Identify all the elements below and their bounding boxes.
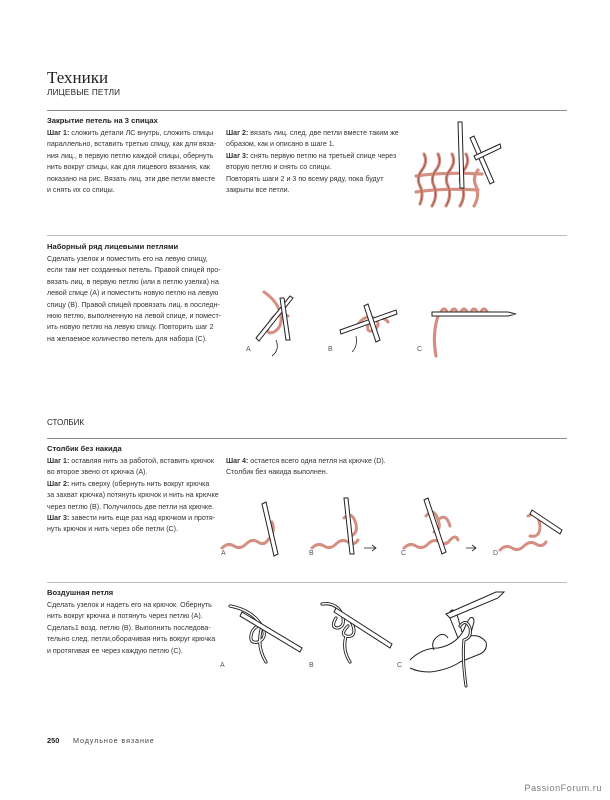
page-number: 250 — [47, 736, 60, 745]
s3-line: Шаг 3: завести нить еще раз над крючком и протя- — [47, 514, 216, 523]
s1-line: параллельно, вставить третью спицу, как для вяза- — [47, 140, 217, 149]
s3-line: во второе звено от крючка (А). — [47, 468, 148, 477]
s1-line: Шаг 3: снять первую петлю на третьей спице через — [226, 151, 397, 160]
cast-on-illustration-c — [428, 300, 520, 360]
s1-line: вторую петлю и снять со спицы. — [226, 163, 332, 172]
s2-line: Сделать узелок и поместить его на левую спицу, — [47, 255, 208, 263]
s2-line: левой спице (А) и поместить новую петлю на левую — [47, 289, 219, 298]
s1-line: и снять их со спицы. — [47, 186, 115, 195]
s1-line: нить вокруг спицы, как для лицевого вязания, как — [47, 163, 211, 172]
s3-step2-label: Шаг 2: — [47, 479, 70, 488]
s2-line: ить новую петлю на левую спицу. Повторить шаг 2 — [47, 323, 214, 332]
s1-line: Повторять шаги 2 и 3 по всему ряду, пока будут — [226, 174, 384, 183]
s1-col-right — [226, 128, 406, 196]
s1-line: образом, как и описано в шаге 1. — [226, 140, 335, 149]
s1-line: показано на рис. Вязать лиц. эти две петли вместе — [47, 174, 216, 183]
s3-line: за захват крючка) потянуть крючок и нить на крючке — [47, 491, 219, 500]
section-title-stolbik: СТОЛБИК — [47, 418, 85, 427]
single-crochet-illustration-b — [308, 494, 388, 558]
chain-stitch-illustration-c — [400, 588, 512, 692]
s1-step3-label: Шаг 3: — [226, 151, 249, 160]
book-title: Модульное вязание — [73, 736, 155, 745]
s3-col-right — [226, 456, 406, 479]
s3-step4-label: Шаг 4: — [226, 457, 249, 465]
s1-col-left — [47, 128, 227, 196]
s3-label-a: A — [221, 550, 226, 557]
s3-line: нуть крючок и нить через обе петли (С). — [47, 525, 179, 534]
s4-label-a: A — [220, 662, 225, 669]
s1-line: Шаг 1: сложить детали ЛС внутрь, сложить спицы — [47, 129, 214, 137]
s2-line: нюю петлю, выполненную на левой спице, и помест- — [47, 312, 222, 321]
single-crochet-illustration-a — [218, 498, 298, 558]
s3-line: через петлю (В). Получилось две петли на крючке. — [47, 502, 214, 511]
s4-line: нить вокруг крючка и потянуть через петлю (А). — [47, 612, 203, 621]
s2-line: вязать лиц. в первую петлю (или в петлю узелка) на — [47, 277, 219, 286]
s3-line: Шаг 4: остается всего одна петля на крючке (D). — [226, 457, 386, 465]
s3-line: Шаг 2: нить сверху (обернуть нить вокруг крючка — [47, 479, 210, 488]
cast-on-illustration-a — [250, 278, 310, 358]
cast-on-illustration-b — [336, 296, 406, 356]
s2-text — [47, 254, 232, 345]
s1-heading: Закрытие петель на 3 спицах — [47, 116, 158, 125]
s2-line: на желаемое количество петель для набора (С). — [47, 334, 208, 343]
s2-label-c: C — [417, 346, 423, 353]
chain-stitch-illustration-a — [222, 596, 308, 666]
s2-label-b: B — [328, 346, 333, 353]
s1-line: ния лиц., в первую петлю каждой спицы, обернуть — [47, 151, 214, 160]
s3-label-b: B — [309, 550, 314, 557]
page-title: Техники — [47, 68, 109, 87]
s4-line: тельно след. петли,оборачивая нить вокруг крючка — [47, 635, 216, 644]
single-crochet-illustration-d — [492, 496, 570, 558]
section-rule — [47, 438, 567, 439]
s2-heading: Наборный ряд лицевыми петлями — [47, 242, 179, 251]
s2-line: спицу (В). Правой спицей провязать лиц. в последн- — [47, 300, 220, 309]
s3-step1-label: Шаг 1: — [47, 457, 70, 465]
s4-line: и протягивая ее через каждую петлю (С). — [47, 646, 183, 655]
s4-line: Сделать1 возд. петлю (В). Выполнить последова- — [47, 623, 211, 632]
s3-col-left — [47, 456, 232, 536]
s1-step2-label: Шаг 2: — [226, 129, 249, 137]
s3-line: Столбик без накида выполнен. — [226, 468, 328, 477]
s4-label-b: B — [309, 662, 314, 669]
header-rule — [47, 110, 567, 111]
s3-heading: Столбик без накида — [47, 444, 122, 453]
s3-label-c: C — [401, 550, 407, 557]
s1-line: закрыты все петли. — [226, 186, 290, 195]
s4-text — [47, 600, 232, 657]
single-crochet-illustration-c — [398, 494, 486, 558]
s2-line: если там нет созданных петель. Правой спицей про- — [47, 266, 221, 275]
s4-label-c: C — [397, 662, 403, 669]
three-needle-bindoff-illustration — [412, 116, 512, 212]
section-rule — [47, 235, 567, 236]
s2-label-a: A — [246, 346, 251, 353]
s3-line: Шаг 1: оставляя нить за работой, вставить крючок — [47, 457, 214, 465]
watermark: PassionForum.ru — [524, 783, 602, 793]
s4-line: Сделать узелок и надеть его на крючок. Обернуть — [47, 601, 212, 609]
s3-label-d: D — [493, 550, 499, 557]
chain-stitch-illustration-b — [316, 596, 396, 666]
s1-step1-label: Шаг 1: — [47, 129, 70, 137]
s3-step3-label: Шаг 3: — [47, 514, 70, 523]
page-subtitle: ЛИЦЕВЫЕ ПЕТЛИ — [47, 88, 121, 97]
section-rule — [47, 582, 567, 583]
s4-heading: Воздушная петля — [47, 588, 114, 597]
s1-line: Шаг 2: вязать лиц. след. две петли вместе таким же — [226, 129, 399, 137]
